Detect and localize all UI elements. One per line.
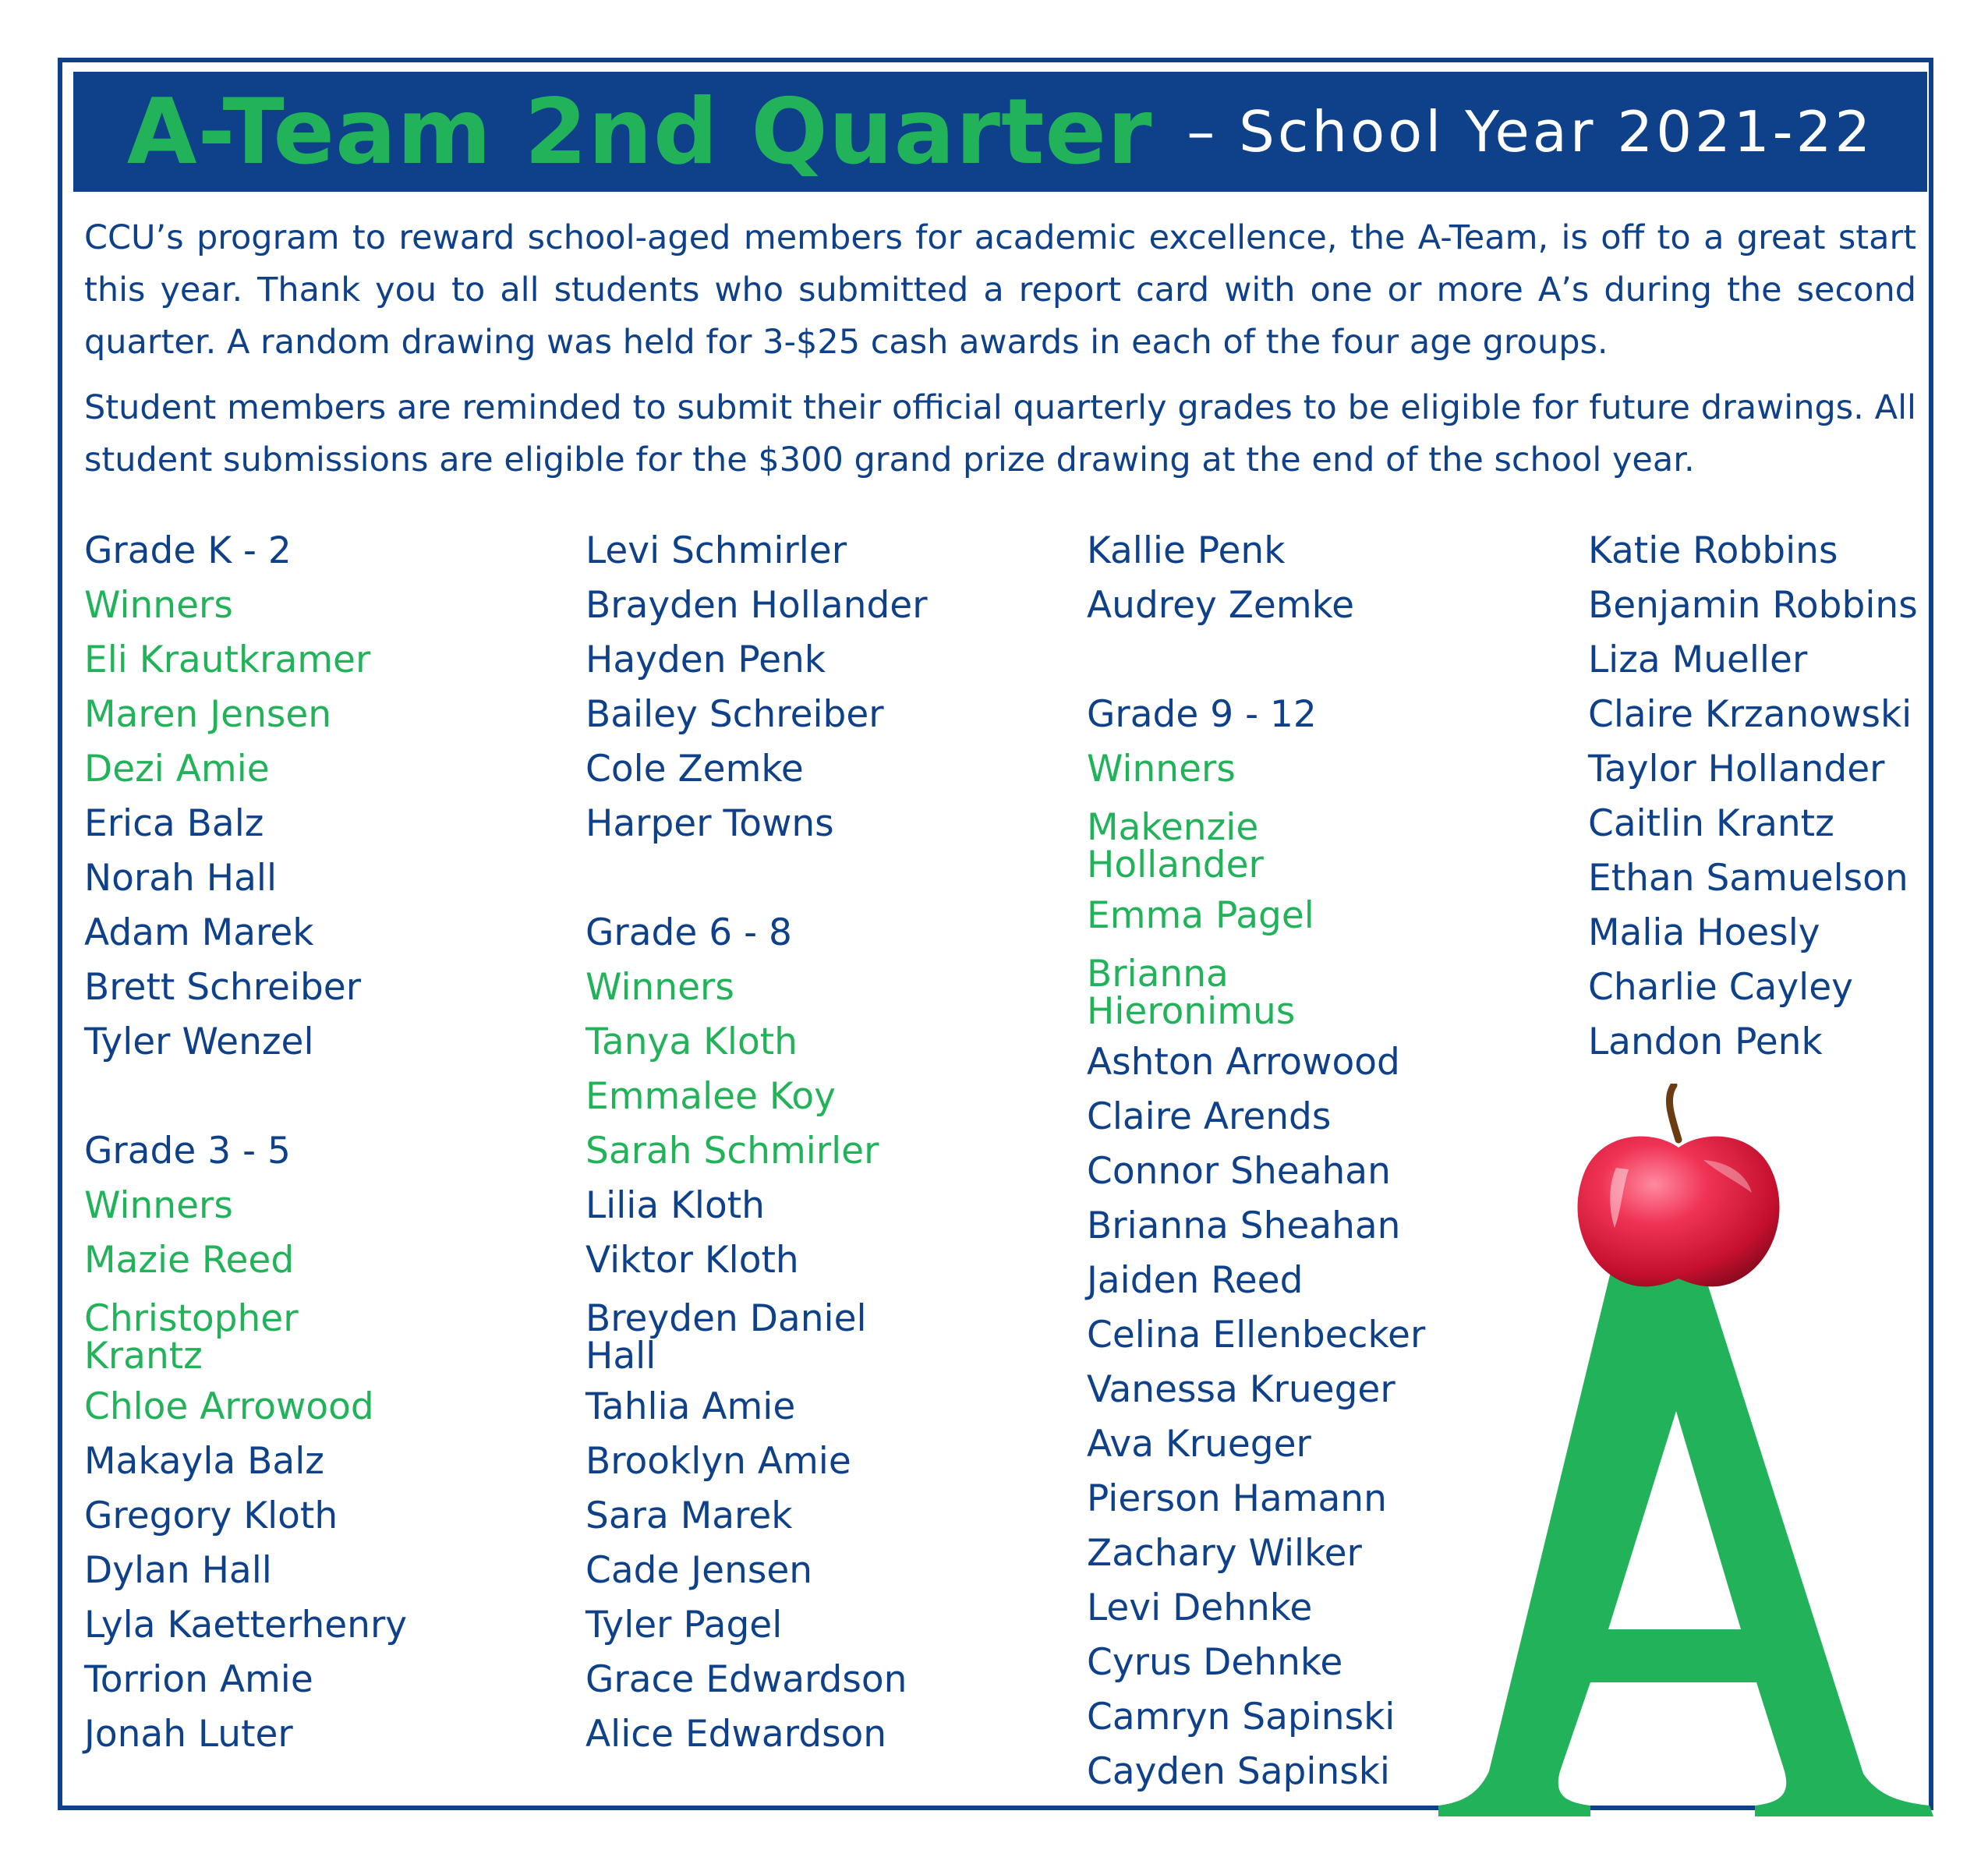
winner-name: Christopher Krantz (84, 1297, 299, 1378)
winner-name: Emmalee Koy (585, 1075, 836, 1118)
winner-name: Sarah Schmirler (585, 1130, 879, 1172)
student-name: Levi Schmirler (585, 529, 847, 572)
group-heading-g68: Grade 6 - 8 (585, 911, 792, 954)
winner-name: Dezi Amie (84, 748, 270, 790)
column-4 (1588, 524, 1988, 1070)
student-name: Hayden Penk (585, 638, 826, 681)
group-heading-k2: Grade K - 2 (84, 529, 292, 572)
winners-label-k2: Winners (84, 584, 233, 627)
student-name: Vanessa Krueger (1087, 1368, 1395, 1411)
student-name: Brayden Hollander (585, 584, 928, 627)
student-name: Ava Krueger (1087, 1423, 1311, 1466)
winner-name: Eli Krautkramer (84, 638, 371, 681)
student-name: Claire Krzanowski (1588, 693, 1912, 736)
student-name: Connor Sheahan (1087, 1150, 1391, 1193)
winner-name: Mazie Reed (84, 1239, 295, 1282)
student-name: Lilia Kloth (585, 1184, 765, 1227)
winner-name: Chloe Arrowood (84, 1385, 374, 1428)
student-name: Camryn Sapinski (1087, 1696, 1395, 1738)
student-name: Erica Balz (84, 802, 264, 845)
column-2 (585, 524, 1069, 1762)
winner-name: Maren Jensen (84, 693, 332, 736)
intro-paragraph-1: CCU’s program to reward school-aged members for academic excellence, the A-Team, is off to a great start this year. Thank you to all students who submitted a report card with one or more A’s during the second quarter. A random drawing was held for 3-$25 cash awards in each of the four age groups. (84, 218, 1916, 362)
winner-name: Tanya Kloth (585, 1020, 798, 1063)
student-name: Harper Towns (585, 802, 834, 845)
student-name: Claire Arends (1087, 1095, 1332, 1138)
student-name: Cade Jensen (585, 1549, 813, 1592)
page-title: A-Team 2nd Quarter (126, 79, 1153, 185)
student-name: Cayden Sapinski (1087, 1750, 1390, 1793)
student-name: Levi Dehnke (1087, 1586, 1313, 1629)
student-name: Cole Zemke (585, 748, 804, 790)
student-name: Tyler Pagel (585, 1604, 783, 1646)
student-name: Dylan Hall (84, 1549, 272, 1592)
student-name: Taylor Hollander (1588, 748, 1885, 790)
winner-name: Makenzie Hollander (1087, 806, 1264, 886)
column-1 (84, 524, 568, 1762)
spacer (585, 851, 1069, 906)
student-name: Audrey Zemke (1087, 584, 1355, 627)
student-name: Caitlin Krantz (1588, 802, 1834, 845)
student-name: Brooklyn Amie (585, 1440, 851, 1483)
spacer (84, 1070, 568, 1124)
student-name: Katie Robbins (1588, 529, 1838, 572)
student-name: Ashton Arrowood (1087, 1041, 1400, 1084)
student-name: Pierson Hamann (1087, 1477, 1387, 1520)
student-name: Alice Edwardson (585, 1713, 887, 1756)
winner-name: Emma Pagel (1087, 894, 1314, 937)
student-name: Lyla Kaetterhenry (84, 1604, 408, 1646)
student-name: Zachary Wilker (1087, 1532, 1362, 1575)
apple-icon (1577, 1085, 1779, 1286)
student-name: Gregory Kloth (84, 1494, 338, 1537)
student-name: Liza Mueller (1588, 638, 1808, 681)
student-name: Celina Ellenbecker (1087, 1314, 1426, 1356)
student-name: Kallie Penk (1087, 529, 1286, 572)
student-name: Brianna Sheahan (1087, 1204, 1401, 1247)
student-name: Torrion Amie (84, 1658, 313, 1701)
winner-name: Brianna Hieronimus (1087, 953, 1296, 1033)
page-subtitle: – School Year 2021-22 (1187, 99, 1874, 164)
student-name: Viktor Kloth (585, 1239, 799, 1282)
group-heading-g35: Grade 3 - 5 (84, 1130, 291, 1172)
student-name: Benjamin Robbins (1588, 584, 1918, 627)
student-name: Tahlia Amie (585, 1385, 796, 1428)
student-name: Landon Penk (1588, 1020, 1823, 1063)
student-name: Adam Marek (84, 911, 314, 954)
student-name: Breyden Daniel Hall (585, 1297, 867, 1378)
letter-a-icon (1438, 1259, 1933, 1816)
student-name: Tyler Wenzel (84, 1020, 314, 1063)
student-name: Ethan Samuelson (1588, 857, 1908, 900)
winners-label-g35: Winners (84, 1184, 233, 1227)
student-name: Sara Marek (585, 1494, 793, 1537)
winners-label-g68: Winners (585, 966, 734, 1009)
spacer (1087, 633, 1570, 688)
student-name: Jonah Luter (84, 1713, 293, 1756)
student-name: Jaiden Reed (1087, 1259, 1304, 1302)
title-banner (73, 72, 1927, 192)
student-name: Brett Schreiber (84, 966, 362, 1009)
intro-paragraph-2: Student members are reminded to submit their official quarterly grades to be eligible for future drawings. All student submissions are eligible for the $300 grand prize drawing at the end of the school year. (84, 388, 1916, 479)
group-heading-g912: Grade 9 - 12 (1087, 693, 1317, 736)
student-name: Charlie Cayley (1588, 966, 1853, 1009)
winners-label-g912: Winners (1087, 748, 1236, 790)
student-name: Norah Hall (84, 857, 278, 900)
student-name: Malia Hoesly (1588, 911, 1820, 954)
student-name: Grace Edwardson (585, 1658, 907, 1701)
student-name: Cyrus Dehnke (1087, 1641, 1343, 1684)
student-name: Bailey Schreiber (585, 693, 884, 736)
apple-a-graphic (1431, 1084, 1937, 1832)
student-name: Makayla Balz (84, 1440, 324, 1483)
